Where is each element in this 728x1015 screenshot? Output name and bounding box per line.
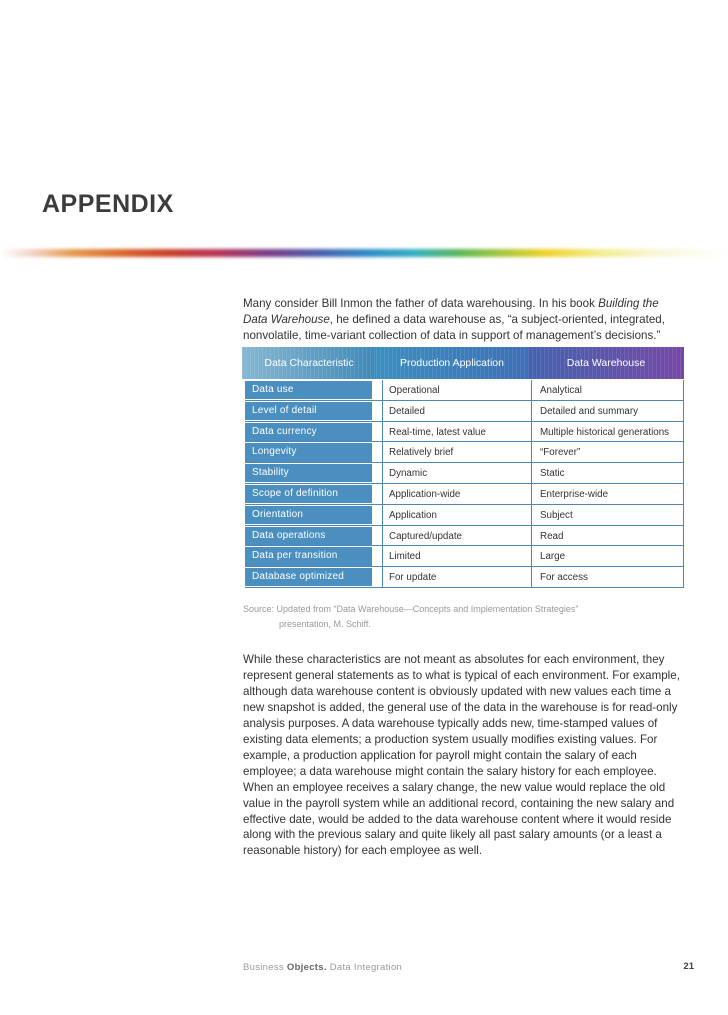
production-cell: Operational	[389, 385, 440, 396]
brand-business: Business	[243, 962, 287, 973]
page-number: 21	[683, 961, 694, 972]
table-row	[245, 546, 684, 567]
production-cell: Real-time, latest value	[389, 426, 486, 438]
warehouse-cell: Static	[540, 468, 565, 480]
intro-text-after: , he defined a data warehouse as, “a subject-oriented, integrated, nonvolatile, time-variant collection of data in support of management’s decisions.”	[243, 313, 665, 342]
production-cell: Dynamic	[389, 468, 428, 480]
production-cell: Relatively brief	[389, 447, 454, 459]
table-row	[245, 422, 684, 443]
characteristic-cell: Scope of definition	[245, 485, 372, 503]
characteristic-cell: Orientation	[245, 506, 372, 524]
table-row	[245, 484, 684, 505]
brand-objects: Objects.	[286, 962, 327, 973]
header-production-application: Production Application	[376, 347, 528, 379]
table-row	[245, 442, 684, 463]
table-row	[245, 567, 684, 588]
table-row	[245, 380, 684, 401]
table-header	[242, 347, 684, 379]
characteristic-cell: Data use	[245, 381, 372, 399]
characteristic-cell: Level of detail	[245, 402, 372, 420]
production-cell: For update	[389, 572, 437, 584]
characteristic-cell: Data currency	[245, 423, 372, 441]
characteristic-cell: Stability	[245, 464, 372, 482]
footer-section: Data Integration	[326, 962, 403, 973]
intro-text-before: Many consider Bill Inmon the father of data warehousing. In his book	[243, 297, 599, 310]
source-line-2: presentation, M. Schiff.	[279, 618, 371, 629]
page-heading: APPENDIX	[42, 190, 174, 218]
intro-paragraph	[243, 296, 683, 344]
body-paragraph: While these characteristics are not meant as absolutes for each environment, they represent general statements as to what is typical of each environment. For example, although data warehouse content is obviously updated with new values each time a new snapshot is added, the general use of the data in the warehouse is for read-only analysis purposes. A data warehouse typically adds new, time-stamped values of existing data elements; a production system usually modifies existing values. For example, a production application for payroll might contain the salary of each employee; a data warehouse might contain the salary history for each employee. When an employee receives a salary change, the new value would replace the old value in the payroll system while an additional record, containing the new salary and effective date, would be added to the data warehouse content where it would reside along with the previous salary and quite likely all past salary amounts (or a least a reasonable history) for each employee as well.	[243, 653, 680, 858]
table-row	[245, 526, 684, 547]
header-data-warehouse: Data Warehouse	[528, 347, 684, 379]
book-title: Building the Data Warehouse	[243, 297, 659, 326]
table-row	[245, 505, 684, 526]
table-source-note	[243, 602, 683, 631]
production-cell: Application-wide	[389, 488, 461, 500]
table-row	[245, 401, 684, 422]
table-row	[245, 463, 684, 484]
warehouse-cell: Multiple historical generations	[540, 426, 670, 438]
characteristic-cell: Data per transition	[245, 547, 372, 565]
warehouse-cell: For access	[540, 572, 588, 584]
warehouse-cell: “Forever”	[540, 447, 581, 459]
source-line-1: Source: Updated from “Data Warehouse—Concepts and Implementation Strategies”	[243, 604, 579, 614]
characteristic-cell: Database optimized	[245, 568, 372, 586]
warehouse-cell: Enterprise-wide	[540, 488, 609, 500]
header-data-characteristic: Data Characteristic	[242, 347, 376, 379]
production-cell: Limited	[389, 551, 421, 563]
spectrum-divider	[0, 249, 728, 257]
footer-brand	[243, 962, 402, 973]
warehouse-cell: Large	[540, 551, 566, 563]
comparison-table	[245, 380, 684, 588]
characteristic-cell: Longevity	[245, 443, 372, 461]
production-cell: Captured/update	[389, 530, 462, 542]
warehouse-cell: Subject	[540, 509, 573, 521]
production-cell: Application	[389, 509, 437, 521]
warehouse-cell: Read	[540, 530, 564, 542]
warehouse-cell: Detailed and summary	[540, 405, 639, 417]
production-cell: Detailed	[389, 405, 425, 417]
characteristic-cell: Data operations	[245, 527, 372, 545]
warehouse-cell: Analytical	[540, 385, 582, 396]
